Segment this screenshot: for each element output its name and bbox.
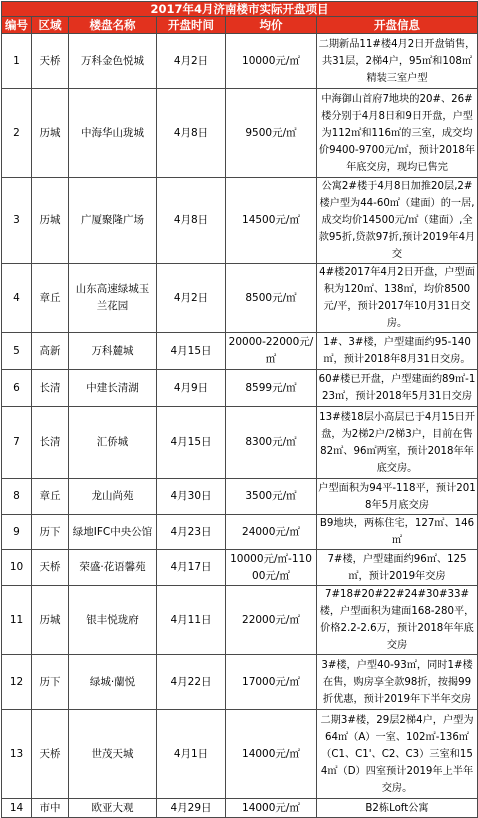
cell-price: 10000元/㎡ (226, 34, 317, 89)
table-row (2, 264, 478, 333)
cell-name: 中建长清湖 (69, 370, 157, 407)
cell-no: 2 (2, 89, 32, 178)
cell-time: 4月1日 (157, 710, 226, 799)
cell-no: 13 (2, 710, 32, 799)
table-row (2, 370, 478, 407)
table-row (2, 34, 478, 89)
table-row (2, 479, 478, 515)
cell-area: 天桥 (32, 34, 69, 89)
cell-price: 24000元/㎡ (226, 515, 317, 550)
table-row (2, 333, 478, 370)
cell-price: 8599元/㎡ (226, 370, 317, 407)
cell-area: 天桥 (32, 710, 69, 799)
cell-price: 14000元/㎡ (226, 799, 317, 818)
cell-no: 14 (2, 799, 32, 818)
cell-time: 4月23日 (157, 515, 226, 550)
header-time: 开盘时间 (157, 17, 226, 34)
cell-time: 4月15日 (157, 407, 226, 479)
cell-price: 22000元/㎡ (226, 586, 317, 655)
table-row (2, 586, 478, 655)
cell-name: 山东高速绿城玉兰花园 (69, 264, 157, 333)
table-row (2, 655, 478, 710)
cell-time: 4月8日 (157, 178, 226, 264)
cell-area: 长清 (32, 370, 69, 407)
cell-no: 12 (2, 655, 32, 710)
cell-area: 历城 (32, 89, 69, 178)
cell-no: 11 (2, 586, 32, 655)
cell-info: B9地块，两栋住宅，127㎡、146㎡ (317, 515, 478, 550)
cell-no: 3 (2, 178, 32, 264)
cell-price: 14000元/㎡ (226, 710, 317, 799)
opening-projects-table (1, 1, 478, 818)
cell-info: 7#楼，户型建面约96㎡、125㎡，预计2019年交房 (317, 550, 478, 586)
cell-no: 1 (2, 34, 32, 89)
cell-info: B2栋Loft公寓 (317, 799, 478, 818)
cell-info: 中海御山首府7地块的20#、26#楼分别于4月8日和9日开盘，户型为112㎡和116㎡的三室，成交均价9400-9700元/㎡，预计2018年年底交房，现均已售完 (317, 89, 478, 178)
cell-price: 9500元/㎡ (226, 89, 317, 178)
cell-time: 4月29日 (157, 799, 226, 818)
cell-time: 4月2日 (157, 34, 226, 89)
header-info: 开盘信息 (317, 17, 478, 34)
cell-area: 市中 (32, 799, 69, 818)
cell-name: 汇侨城 (69, 407, 157, 479)
cell-no: 4 (2, 264, 32, 333)
cell-info: 3#楼，户型40-93㎡，同时1#楼在售，购房享全款98折，按揭99折优惠，预计2019年下半年交房 (317, 655, 478, 710)
cell-name: 绿地IFC中央公馆 (69, 515, 157, 550)
cell-info: 4#楼2017年4月2日开盘，户型面积为120㎡、138㎡，均价8500元/平，预计2017年10月31日交房。 (317, 264, 478, 333)
header-no: 编号 (2, 17, 32, 34)
cell-no: 9 (2, 515, 32, 550)
cell-area: 章丘 (32, 479, 69, 515)
cell-name: 中海华山珑城 (69, 89, 157, 178)
cell-price: 17000元/㎡ (226, 655, 317, 710)
header-area: 区域 (32, 17, 69, 34)
table-row (2, 407, 478, 479)
header-name: 楼盘名称 (69, 17, 157, 34)
cell-info: 公寓2#楼于4月8日加推20层,2#楼户型为44-60㎡（建面）的一居,成交均价14500元/㎡（建面）,全款95折,贷款97折,预计2019年4月交 (317, 178, 478, 264)
cell-no: 8 (2, 479, 32, 515)
header-price: 均价 (226, 17, 317, 34)
cell-time: 4月22日 (157, 655, 226, 710)
cell-time: 4月2日 (157, 264, 226, 333)
cell-info: 二期3#楼，29层2梯4户，户型为64㎡（A）一室、102㎡-136㎡（C1、C1'、C2、C3）三室和154㎡（D）四室预计2019年上半年交房。 (317, 710, 478, 799)
cell-area: 历下 (32, 655, 69, 710)
table-row (2, 799, 478, 818)
cell-area: 天桥 (32, 550, 69, 586)
table-title: 2017年4月济南楼市实际开盘项目 (2, 2, 478, 17)
cell-no: 5 (2, 333, 32, 370)
cell-name: 欧亚大观 (69, 799, 157, 818)
table-row (2, 515, 478, 550)
cell-name: 荣盛·花语馨苑 (69, 550, 157, 586)
cell-no: 7 (2, 407, 32, 479)
cell-info: 户型面积为94平-118平，预计2018年5月底交房 (317, 479, 478, 515)
cell-price: 3500元/㎡ (226, 479, 317, 515)
cell-price: 10000元/㎡-11000元/㎡ (226, 550, 317, 586)
cell-name: 龙山尚苑 (69, 479, 157, 515)
cell-time: 4月11日 (157, 586, 226, 655)
cell-name: 广厦聚隆广场 (69, 178, 157, 264)
cell-price: 14500元/㎡ (226, 178, 317, 264)
cell-info: 二期新品11#楼4月2日开盘销售，共31层，2梯4户，95㎡和108㎡精装三室户型 (317, 34, 478, 89)
cell-no: 10 (2, 550, 32, 586)
cell-time: 4月15日 (157, 333, 226, 370)
cell-price: 8500元/㎡ (226, 264, 317, 333)
cell-area: 章丘 (32, 264, 69, 333)
cell-time: 4月17日 (157, 550, 226, 586)
table-row (2, 550, 478, 586)
cell-price: 20000-22000元/㎡ (226, 333, 317, 370)
cell-info: 60#楼已开盘，户型建面约89㎡-123㎡，预计2018年5月31日交房 (317, 370, 478, 407)
cell-area: 历城 (32, 586, 69, 655)
cell-info: 7#18#20#22#24#30#33#楼，户型面积为建面168-280平，价格2.2-2.6万，预计2018年年底交房 (317, 586, 478, 655)
cell-time: 4月8日 (157, 89, 226, 178)
cell-name: 绿城·蘭悦 (69, 655, 157, 710)
cell-area: 长清 (32, 407, 69, 479)
cell-time: 4月9日 (157, 370, 226, 407)
cell-area: 高新 (32, 333, 69, 370)
cell-name: 万科金色悦城 (69, 34, 157, 89)
cell-info: 1#、3#楼，户型建面约95-140㎡，预计2018年8月31日交房。 (317, 333, 478, 370)
cell-price: 8300元/㎡ (226, 407, 317, 479)
cell-name: 银丰悦珑府 (69, 586, 157, 655)
cell-name: 世茂天城 (69, 710, 157, 799)
cell-area: 历城 (32, 178, 69, 264)
cell-info: 13#楼18层小高层已于4月15日开盘，为2梯2户/2梯3户，目前在售82㎡、96㎡两室，预计2018年年底交房。 (317, 407, 478, 479)
cell-name: 万科麓城 (69, 333, 157, 370)
table-row (2, 89, 478, 178)
table-row (2, 710, 478, 799)
cell-area: 历下 (32, 515, 69, 550)
table-row (2, 178, 478, 264)
cell-no: 6 (2, 370, 32, 407)
cell-time: 4月30日 (157, 479, 226, 515)
